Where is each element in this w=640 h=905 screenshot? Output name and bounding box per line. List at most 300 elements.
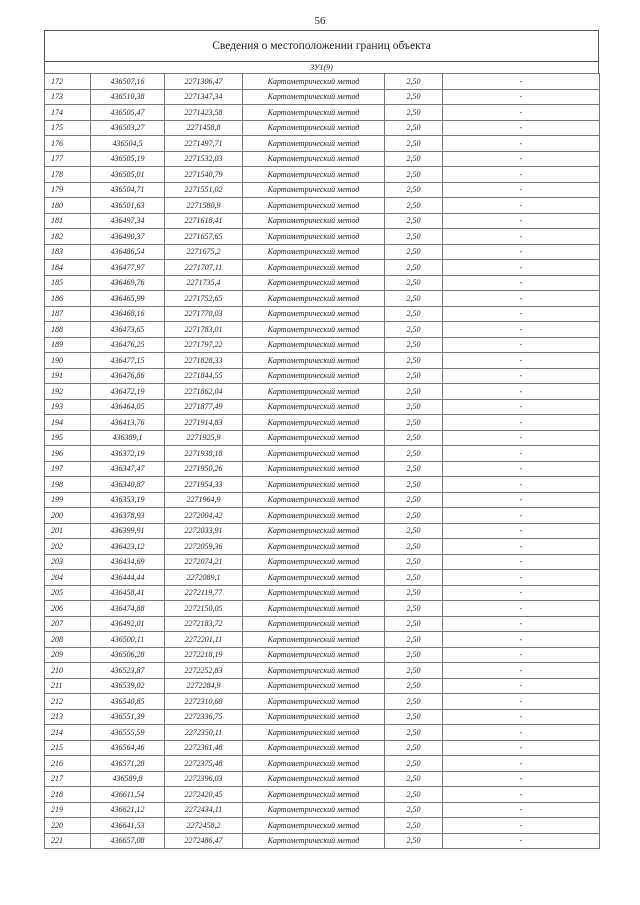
y-coordinate-cell: 2272458,2	[165, 818, 243, 834]
y-coordinate-cell: 2272201,11	[165, 632, 243, 648]
description-cell: -	[443, 554, 600, 570]
method-cell: Картометрический метод	[243, 229, 385, 245]
method-cell: Картометрический метод	[243, 368, 385, 384]
method-cell: Картометрический метод	[243, 353, 385, 369]
x-coordinate-cell: 436486,54	[91, 244, 165, 260]
y-coordinate-cell: 2271914,83	[165, 415, 243, 431]
description-cell: -	[443, 89, 600, 105]
table-subtitle: ЗУ1(9)	[44, 61, 599, 73]
description-cell: -	[443, 632, 600, 648]
description-cell: -	[443, 601, 600, 617]
point-number-cell: 196	[45, 446, 91, 462]
x-coordinate-cell: 436564,46	[91, 740, 165, 756]
x-coordinate-cell: 436497,34	[91, 213, 165, 229]
accuracy-cell: 2,50	[385, 508, 443, 524]
method-cell: Картометрический метод	[243, 384, 385, 400]
x-coordinate-cell: 436389,1	[91, 430, 165, 446]
point-number-cell: 186	[45, 291, 91, 307]
accuracy-cell: 2,50	[385, 787, 443, 803]
point-number-cell: 217	[45, 771, 91, 787]
x-coordinate-cell: 436434,69	[91, 554, 165, 570]
y-coordinate-cell: 2271862,04	[165, 384, 243, 400]
y-coordinate-cell: 2271770,03	[165, 306, 243, 322]
point-number-cell: 190	[45, 353, 91, 369]
x-coordinate-cell: 436473,65	[91, 322, 165, 338]
point-number-cell: 175	[45, 120, 91, 136]
description-cell: -	[443, 539, 600, 555]
accuracy-cell: 2,50	[385, 89, 443, 105]
point-number-cell: 195	[45, 430, 91, 446]
method-cell: Картометрический метод	[243, 322, 385, 338]
method-cell: Картометрический метод	[243, 508, 385, 524]
table-row	[45, 771, 600, 787]
description-cell: -	[443, 322, 600, 338]
description-cell: -	[443, 709, 600, 725]
y-coordinate-cell: 2272486,47	[165, 833, 243, 849]
table-row	[45, 291, 600, 307]
description-cell: -	[443, 570, 600, 586]
accuracy-cell: 2,50	[385, 384, 443, 400]
accuracy-cell: 2,50	[385, 353, 443, 369]
description-cell: -	[443, 198, 600, 214]
method-cell: Картометрический метод	[243, 818, 385, 834]
accuracy-cell: 2,50	[385, 105, 443, 121]
method-cell: Картометрический метод	[243, 492, 385, 508]
table-row	[45, 818, 600, 834]
method-cell: Картометрический метод	[243, 601, 385, 617]
boundary-info-block	[44, 30, 599, 849]
point-number-cell: 220	[45, 818, 91, 834]
table-row	[45, 182, 600, 198]
table-title: Сведения о местоположении границ объекта	[44, 30, 599, 61]
table-row	[45, 105, 600, 121]
y-coordinate-cell: 2272033,91	[165, 523, 243, 539]
x-coordinate-cell: 436504,71	[91, 182, 165, 198]
x-coordinate-cell: 436340,87	[91, 477, 165, 493]
accuracy-cell: 2,50	[385, 322, 443, 338]
table-row	[45, 539, 600, 555]
x-coordinate-cell: 436505,47	[91, 105, 165, 121]
table-row	[45, 616, 600, 632]
table-row	[45, 787, 600, 803]
x-coordinate-cell: 436555,59	[91, 725, 165, 741]
table-row	[45, 167, 600, 183]
description-cell: -	[443, 616, 600, 632]
accuracy-cell: 2,50	[385, 818, 443, 834]
x-coordinate-cell: 436372,19	[91, 446, 165, 462]
y-coordinate-cell: 2271306,47	[165, 74, 243, 90]
y-coordinate-cell: 2271347,34	[165, 89, 243, 105]
accuracy-cell: 2,50	[385, 430, 443, 446]
point-number-cell: 184	[45, 260, 91, 276]
x-coordinate-cell: 436477,97	[91, 260, 165, 276]
table-row	[45, 570, 600, 586]
accuracy-cell: 2,50	[385, 151, 443, 167]
description-cell: -	[443, 492, 600, 508]
table-row	[45, 709, 600, 725]
accuracy-cell: 2,50	[385, 601, 443, 617]
y-coordinate-cell: 2272150,05	[165, 601, 243, 617]
method-cell: Картометрический метод	[243, 461, 385, 477]
accuracy-cell: 2,50	[385, 756, 443, 772]
method-cell: Картометрический метод	[243, 694, 385, 710]
method-cell: Картометрический метод	[243, 182, 385, 198]
accuracy-cell: 2,50	[385, 694, 443, 710]
method-cell: Картометрический метод	[243, 105, 385, 121]
accuracy-cell: 2,50	[385, 306, 443, 322]
x-coordinate-cell: 436492,01	[91, 616, 165, 632]
table-row	[45, 725, 600, 741]
x-coordinate-cell: 436500,11	[91, 632, 165, 648]
y-coordinate-cell: 2271735,4	[165, 275, 243, 291]
description-cell: -	[443, 725, 600, 741]
y-coordinate-cell: 2272396,03	[165, 771, 243, 787]
method-cell: Картометрический метод	[243, 616, 385, 632]
method-cell: Картометрический метод	[243, 291, 385, 307]
point-number-cell: 211	[45, 678, 91, 694]
point-number-cell: 188	[45, 322, 91, 338]
accuracy-cell: 2,50	[385, 446, 443, 462]
y-coordinate-cell: 2272434,11	[165, 802, 243, 818]
point-number-cell: 183	[45, 244, 91, 260]
description-cell: -	[443, 229, 600, 245]
x-coordinate-cell: 436444,44	[91, 570, 165, 586]
point-number-cell: 185	[45, 275, 91, 291]
point-number-cell: 214	[45, 725, 91, 741]
table-row	[45, 353, 600, 369]
description-cell: -	[443, 663, 600, 679]
table-row	[45, 260, 600, 276]
accuracy-cell: 2,50	[385, 167, 443, 183]
x-coordinate-cell: 436458,41	[91, 585, 165, 601]
method-cell: Картометрический метод	[243, 725, 385, 741]
x-coordinate-cell: 436476,86	[91, 368, 165, 384]
y-coordinate-cell: 2271532,03	[165, 151, 243, 167]
point-number-cell: 182	[45, 229, 91, 245]
y-coordinate-cell: 2271954,33	[165, 477, 243, 493]
point-number-cell: 215	[45, 740, 91, 756]
point-number-cell: 201	[45, 523, 91, 539]
point-number-cell: 180	[45, 198, 91, 214]
accuracy-cell: 2,50	[385, 647, 443, 663]
point-number-cell: 179	[45, 182, 91, 198]
method-cell: Картометрический метод	[243, 446, 385, 462]
x-coordinate-cell: 436423,12	[91, 539, 165, 555]
y-coordinate-cell: 2271938,18	[165, 446, 243, 462]
description-cell: -	[443, 740, 600, 756]
description-cell: -	[443, 771, 600, 787]
description-cell: -	[443, 818, 600, 834]
description-cell: -	[443, 461, 600, 477]
method-cell: Картометрический метод	[243, 399, 385, 415]
y-coordinate-cell: 2271551,02	[165, 182, 243, 198]
point-number-cell: 208	[45, 632, 91, 648]
point-number-cell: 203	[45, 554, 91, 570]
accuracy-cell: 2,50	[385, 554, 443, 570]
description-cell: -	[443, 291, 600, 307]
accuracy-cell: 2,50	[385, 570, 443, 586]
x-coordinate-cell: 436503,27	[91, 120, 165, 136]
point-number-cell: 219	[45, 802, 91, 818]
accuracy-cell: 2,50	[385, 771, 443, 787]
table-row	[45, 430, 600, 446]
y-coordinate-cell: 2271964,9	[165, 492, 243, 508]
accuracy-cell: 2,50	[385, 461, 443, 477]
x-coordinate-cell: 436589,8	[91, 771, 165, 787]
description-cell: -	[443, 275, 600, 291]
point-number-cell: 199	[45, 492, 91, 508]
x-coordinate-cell: 436468,16	[91, 306, 165, 322]
accuracy-cell: 2,50	[385, 725, 443, 741]
description-cell: -	[443, 120, 600, 136]
description-cell: -	[443, 430, 600, 446]
y-coordinate-cell: 2272004,42	[165, 508, 243, 524]
x-coordinate-cell: 436469,76	[91, 275, 165, 291]
method-cell: Картометрический метод	[243, 771, 385, 787]
method-cell: Картометрический метод	[243, 678, 385, 694]
x-coordinate-cell: 436413,76	[91, 415, 165, 431]
y-coordinate-cell: 2271828,33	[165, 353, 243, 369]
table-row	[45, 740, 600, 756]
accuracy-cell: 2,50	[385, 244, 443, 260]
point-number-cell: 193	[45, 399, 91, 415]
point-number-cell: 207	[45, 616, 91, 632]
table-row	[45, 244, 600, 260]
y-coordinate-cell: 2271497,71	[165, 136, 243, 152]
point-number-cell: 187	[45, 306, 91, 322]
x-coordinate-cell: 436641,53	[91, 818, 165, 834]
description-cell: -	[443, 151, 600, 167]
method-cell: Картометрический метод	[243, 802, 385, 818]
table-row	[45, 399, 600, 415]
y-coordinate-cell: 2271844,55	[165, 368, 243, 384]
table-row	[45, 694, 600, 710]
accuracy-cell: 2,50	[385, 275, 443, 291]
table-row	[45, 136, 600, 152]
method-cell: Картометрический метод	[243, 167, 385, 183]
accuracy-cell: 2,50	[385, 337, 443, 353]
table-row	[45, 756, 600, 772]
description-cell: -	[443, 244, 600, 260]
description-cell: -	[443, 446, 600, 462]
y-coordinate-cell: 2271925,9	[165, 430, 243, 446]
description-cell: -	[443, 74, 600, 90]
coordinates-table	[44, 73, 600, 849]
point-number-cell: 181	[45, 213, 91, 229]
description-cell: -	[443, 694, 600, 710]
y-coordinate-cell: 2271783,01	[165, 322, 243, 338]
method-cell: Картометрический метод	[243, 570, 385, 586]
table-row	[45, 647, 600, 663]
description-cell: -	[443, 585, 600, 601]
table-row	[45, 120, 600, 136]
description-cell: -	[443, 399, 600, 415]
point-number-cell: 191	[45, 368, 91, 384]
point-number-cell: 213	[45, 709, 91, 725]
table-row	[45, 89, 600, 105]
x-coordinate-cell: 436490,37	[91, 229, 165, 245]
table-row	[45, 229, 600, 245]
description-cell: -	[443, 647, 600, 663]
table-row	[45, 492, 600, 508]
method-cell: Картометрический метод	[243, 663, 385, 679]
y-coordinate-cell: 2272284,9	[165, 678, 243, 694]
accuracy-cell: 2,50	[385, 678, 443, 694]
accuracy-cell: 2,50	[385, 616, 443, 632]
table-row	[45, 306, 600, 322]
point-number-cell: 205	[45, 585, 91, 601]
y-coordinate-cell: 2272420,45	[165, 787, 243, 803]
table-row	[45, 415, 600, 431]
accuracy-cell: 2,50	[385, 492, 443, 508]
point-number-cell: 204	[45, 570, 91, 586]
method-cell: Картометрический метод	[243, 554, 385, 570]
method-cell: Картометрический метод	[243, 787, 385, 803]
point-number-cell: 218	[45, 787, 91, 803]
accuracy-cell: 2,50	[385, 399, 443, 415]
x-coordinate-cell: 436540,85	[91, 694, 165, 710]
x-coordinate-cell: 436505,19	[91, 151, 165, 167]
y-coordinate-cell: 2271950,26	[165, 461, 243, 477]
description-cell: -	[443, 384, 600, 400]
point-number-cell: 176	[45, 136, 91, 152]
table-row	[45, 601, 600, 617]
point-number-cell: 192	[45, 384, 91, 400]
table-row	[45, 632, 600, 648]
accuracy-cell: 2,50	[385, 136, 443, 152]
point-number-cell: 216	[45, 756, 91, 772]
method-cell: Картометрический метод	[243, 647, 385, 663]
x-coordinate-cell: 436507,16	[91, 74, 165, 90]
accuracy-cell: 2,50	[385, 477, 443, 493]
y-coordinate-cell: 2272252,83	[165, 663, 243, 679]
method-cell: Картометрический метод	[243, 539, 385, 555]
y-coordinate-cell: 2272361,48	[165, 740, 243, 756]
point-number-cell: 174	[45, 105, 91, 121]
y-coordinate-cell: 2271657,65	[165, 229, 243, 245]
description-cell: -	[443, 167, 600, 183]
point-number-cell: 177	[45, 151, 91, 167]
description-cell: -	[443, 213, 600, 229]
method-cell: Картометрический метод	[243, 740, 385, 756]
method-cell: Картометрический метод	[243, 477, 385, 493]
accuracy-cell: 2,50	[385, 198, 443, 214]
x-coordinate-cell: 436474,88	[91, 601, 165, 617]
point-number-cell: 212	[45, 694, 91, 710]
table-row	[45, 384, 600, 400]
method-cell: Картометрический метод	[243, 260, 385, 276]
point-number-cell: 198	[45, 477, 91, 493]
table-row	[45, 74, 600, 90]
table-row	[45, 213, 600, 229]
table-row	[45, 663, 600, 679]
method-cell: Картометрический метод	[243, 430, 385, 446]
method-cell: Картометрический метод	[243, 632, 385, 648]
description-cell: -	[443, 678, 600, 694]
description-cell: -	[443, 756, 600, 772]
point-number-cell: 206	[45, 601, 91, 617]
point-number-cell: 197	[45, 461, 91, 477]
table-row	[45, 322, 600, 338]
x-coordinate-cell: 436657,08	[91, 833, 165, 849]
accuracy-cell: 2,50	[385, 802, 443, 818]
y-coordinate-cell: 2271423,58	[165, 105, 243, 121]
point-number-cell: 209	[45, 647, 91, 663]
method-cell: Картометрический метод	[243, 244, 385, 260]
x-coordinate-cell: 436539,02	[91, 678, 165, 694]
accuracy-cell: 2,50	[385, 182, 443, 198]
y-coordinate-cell: 2271675,2	[165, 244, 243, 260]
y-coordinate-cell: 2272336,75	[165, 709, 243, 725]
table-row	[45, 446, 600, 462]
description-cell: -	[443, 105, 600, 121]
y-coordinate-cell: 2272119,77	[165, 585, 243, 601]
table-row	[45, 368, 600, 384]
x-coordinate-cell: 436347,47	[91, 461, 165, 477]
accuracy-cell: 2,50	[385, 833, 443, 849]
table-row	[45, 678, 600, 694]
description-cell: -	[443, 260, 600, 276]
description-cell: -	[443, 415, 600, 431]
accuracy-cell: 2,50	[385, 523, 443, 539]
y-coordinate-cell: 2272350,11	[165, 725, 243, 741]
y-coordinate-cell: 2272074,21	[165, 554, 243, 570]
y-coordinate-cell: 2272059,36	[165, 539, 243, 555]
point-number-cell: 200	[45, 508, 91, 524]
y-coordinate-cell: 2271752,65	[165, 291, 243, 307]
x-coordinate-cell: 436504,5	[91, 136, 165, 152]
y-coordinate-cell: 2272218,19	[165, 647, 243, 663]
accuracy-cell: 2,50	[385, 740, 443, 756]
table-row	[45, 554, 600, 570]
method-cell: Картометрический метод	[243, 74, 385, 90]
method-cell: Картометрический метод	[243, 198, 385, 214]
method-cell: Картометрический метод	[243, 213, 385, 229]
accuracy-cell: 2,50	[385, 260, 443, 276]
x-coordinate-cell: 436501,63	[91, 198, 165, 214]
page-number: 56	[314, 15, 326, 27]
description-cell: -	[443, 508, 600, 524]
method-cell: Картометрический метод	[243, 151, 385, 167]
y-coordinate-cell: 2271877,49	[165, 399, 243, 415]
description-cell: -	[443, 477, 600, 493]
x-coordinate-cell: 436523,87	[91, 663, 165, 679]
table-row	[45, 198, 600, 214]
point-number-cell: 194	[45, 415, 91, 431]
accuracy-cell: 2,50	[385, 229, 443, 245]
accuracy-cell: 2,50	[385, 663, 443, 679]
x-coordinate-cell: 436506,28	[91, 647, 165, 663]
accuracy-cell: 2,50	[385, 74, 443, 90]
y-coordinate-cell: 2271458,8	[165, 120, 243, 136]
table-row	[45, 585, 600, 601]
table-row	[45, 275, 600, 291]
point-number-cell: 189	[45, 337, 91, 353]
x-coordinate-cell: 436510,38	[91, 89, 165, 105]
description-cell: -	[443, 523, 600, 539]
point-number-cell: 221	[45, 833, 91, 849]
x-coordinate-cell: 436621,12	[91, 802, 165, 818]
method-cell: Картометрический метод	[243, 415, 385, 431]
table-row	[45, 461, 600, 477]
point-number-cell: 173	[45, 89, 91, 105]
x-coordinate-cell: 436571,28	[91, 756, 165, 772]
y-coordinate-cell: 2271540,79	[165, 167, 243, 183]
x-coordinate-cell: 436611,54	[91, 787, 165, 803]
method-cell: Картометрический метод	[243, 585, 385, 601]
method-cell: Картометрический метод	[243, 89, 385, 105]
y-coordinate-cell: 2272375,48	[165, 756, 243, 772]
